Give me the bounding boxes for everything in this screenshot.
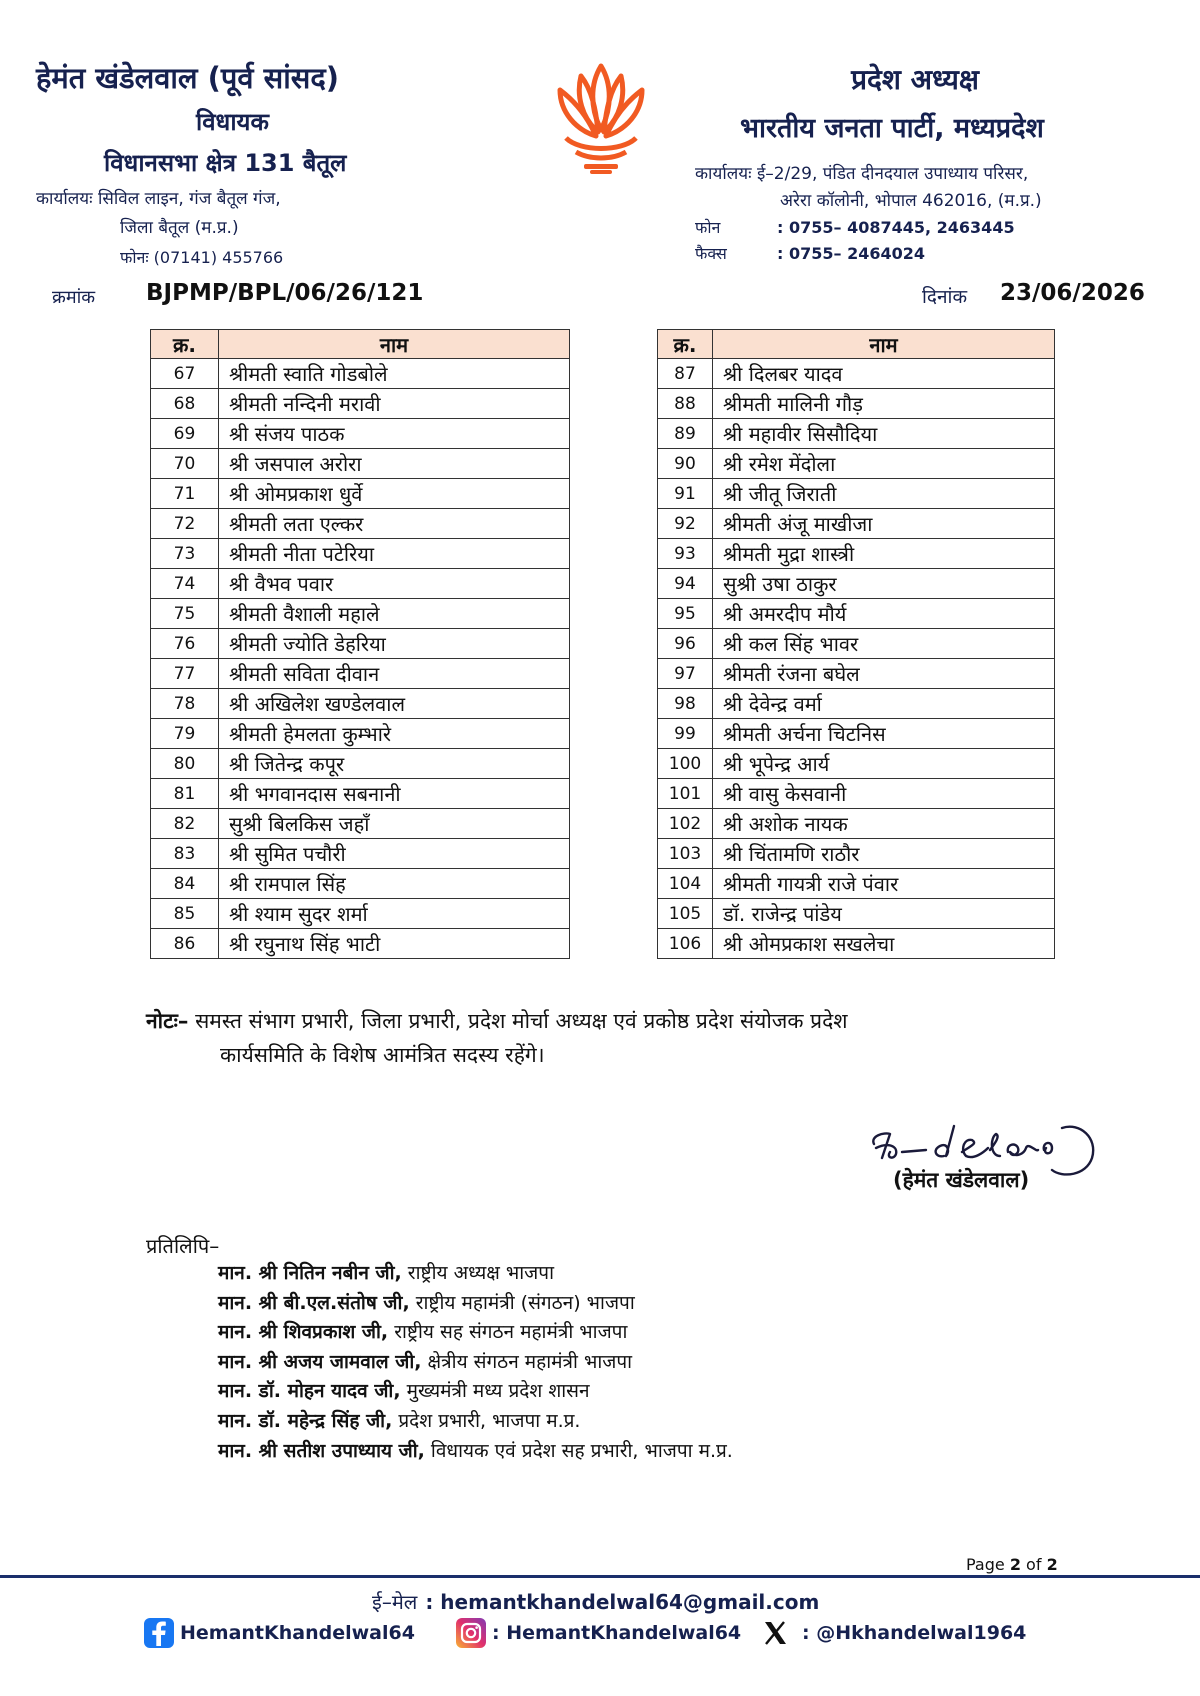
table-row	[151, 899, 570, 929]
state-office-line2: अरेरा कॉलोनी, भोपाल 462016, (म.प्र.)	[780, 191, 1042, 211]
serial-number: 84	[151, 869, 219, 899]
table-row	[658, 509, 1055, 539]
email-label: ई–मेल	[372, 1590, 418, 1614]
member-name: श्रीमती अंजू माखीजा	[713, 509, 1055, 539]
member-name: श्री भूपेन्द्र आर्य	[713, 749, 1055, 779]
table-row	[151, 809, 570, 839]
serial-number: 97	[658, 659, 713, 689]
serial-number: 69	[151, 419, 219, 449]
column-header-no: क्र.	[658, 330, 713, 359]
member-name: श्री महावीर सिसौदिया	[713, 419, 1055, 449]
table-row	[658, 809, 1055, 839]
table-row	[151, 839, 570, 869]
instagram-handle[interactable]	[456, 1618, 741, 1648]
member-table-right	[657, 329, 1055, 959]
serial-number: 85	[151, 899, 219, 929]
serial-number: 76	[151, 629, 219, 659]
serial-number: 74	[151, 569, 219, 599]
member-name: श्री सुमित पचौरी	[219, 839, 570, 869]
page-number	[966, 1555, 1058, 1574]
serial-number: 106	[658, 929, 713, 959]
member-name: श्री देवेन्द्र वर्मा	[713, 689, 1055, 719]
serial-number: 101	[658, 779, 713, 809]
serial-number: 68	[151, 389, 219, 419]
recipient-name: मान. डॉ. मोहन यादव जी,	[218, 1380, 401, 1403]
table-row	[151, 359, 570, 389]
state-office-line1: कार्यालयः ई–2/29, पंडित दीनदयाल उपाध्याय परिसर,	[695, 164, 1029, 184]
column-header-no: क्र.	[151, 330, 219, 359]
copy-to-label: प्रतिलिपि–	[146, 1234, 220, 1258]
table-row	[151, 479, 570, 509]
serial-number: 81	[151, 779, 219, 809]
note-line1: समस्त संभाग प्रभारी, जिला प्रभारी, प्रदेश मोर्चा अध्यक्ष एवं प्रकोष्ठ प्रदेश संयोजक प्रदेश	[195, 1009, 848, 1033]
instagram-icon	[456, 1618, 486, 1648]
facebook-handle[interactable]	[144, 1618, 415, 1648]
reference-label: क्रमांक	[52, 287, 96, 308]
table-row	[658, 719, 1055, 749]
recipient-name: मान. श्री शिवप्रकाश जी,	[218, 1321, 389, 1344]
member-name: श्रीमती रंजना बघेल	[713, 659, 1055, 689]
serial-number: 93	[658, 539, 713, 569]
table-row	[658, 419, 1055, 449]
table-row	[151, 659, 570, 689]
serial-number: 98	[658, 689, 713, 719]
table-row	[658, 659, 1055, 689]
member-name: श्रीमती मुद्रा शास्त्री	[713, 539, 1055, 569]
serial-number: 67	[151, 359, 219, 389]
fax-label: फैक्स	[695, 244, 727, 263]
recipient-role: प्रदेश प्रभारी, भाजपा म.प्र.	[398, 1409, 581, 1432]
recipient-role: राष्ट्रीय महामंत्री (संगठन) भाजपा	[415, 1291, 635, 1314]
member-name: श्री अमरदीप मौर्य	[713, 599, 1055, 629]
table-row	[658, 539, 1055, 569]
note-label: नोटः–	[146, 1009, 189, 1033]
table-row	[658, 899, 1055, 929]
reference-number: BJPMP/BPL/06/26/121	[146, 280, 424, 306]
serial-number: 95	[658, 599, 713, 629]
date-label: दिनांक	[922, 286, 968, 308]
footer-rule	[0, 1575, 1200, 1578]
table-row	[151, 509, 570, 539]
note-line2: कार्यसमिति के विशेष आमंत्रित सदस्य रहेंगे।	[220, 1043, 545, 1067]
member-name: श्री दिलबर यादव	[713, 359, 1055, 389]
serial-number: 77	[151, 659, 219, 689]
note	[146, 1004, 1066, 1072]
x-logo-icon	[760, 1618, 790, 1648]
member-name: श्रीमती अर्चना चिटनिस	[713, 719, 1055, 749]
member-name: श्रीमती लता एल्कर	[219, 509, 570, 539]
table-row	[151, 599, 570, 629]
serial-number: 99	[658, 719, 713, 749]
page-prefix: Page	[966, 1555, 1010, 1574]
serial-number: 73	[151, 539, 219, 569]
serial-number: 96	[658, 629, 713, 659]
member-name: श्रीमती गायत्री राजे पंवार	[713, 869, 1055, 899]
office-phone: फोनः (07141) 455766	[120, 248, 284, 267]
copy-to-item	[218, 1259, 733, 1289]
office-address-line1: कार्यालयः सिविल लाइन, गंज बैतूल गंज,	[36, 189, 281, 209]
table-row	[151, 539, 570, 569]
lotus-icon	[546, 60, 656, 178]
table-row	[658, 479, 1055, 509]
member-name: डॉ. राजेन्द्र पांडेय	[713, 899, 1055, 929]
table-row	[658, 599, 1055, 629]
member-name: श्री जीतू जिराती	[713, 479, 1055, 509]
letterhead-left	[36, 58, 466, 272]
member-name: सुश्री उषा ठाकुर	[713, 569, 1055, 599]
mla-title: विधायक	[196, 108, 269, 136]
member-name: सुश्री बिलकिस जहॉं	[219, 809, 570, 839]
serial-number: 70	[151, 449, 219, 479]
recipient-role: राष्ट्रीय अध्यक्ष भाजपा	[407, 1262, 554, 1284]
member-name: श्रीमती नीता पटेरिया	[219, 539, 570, 569]
recipient-name: मान. श्री सतीश उपाध्याय जी,	[218, 1439, 425, 1462]
copy-to-item	[218, 1318, 733, 1348]
member-name: श्री जसपाल अरोरा	[219, 449, 570, 479]
copy-to-item	[218, 1348, 733, 1378]
table-row	[151, 629, 570, 659]
member-name: श्री भगवानदास सबनानी	[219, 779, 570, 809]
member-name: श्री वासु केसवानी	[713, 779, 1055, 809]
member-name: श्रीमती हेमलता कुम्भारे	[219, 719, 570, 749]
instagram-text: : HemantKhandelwal64	[492, 1622, 742, 1644]
member-name: श्री रामपाल सिंह	[219, 869, 570, 899]
table-row	[151, 929, 570, 959]
party-name: भारतीय जनता पार्टी, मध्यप्रदेश	[740, 113, 1044, 144]
table-row	[658, 749, 1055, 779]
serial-number: 75	[151, 599, 219, 629]
recipient-name: मान. डॉ. महेन्द्र सिंह जी,	[218, 1409, 393, 1432]
serial-number: 91	[658, 479, 713, 509]
state-phone-row	[695, 215, 1170, 241]
member-name: श्री जितेन्द्र कपूर	[219, 749, 570, 779]
table-row	[151, 389, 570, 419]
member-name: श्रीमती सविता दीवान	[219, 659, 570, 689]
member-name: श्री ओमप्रकाश धुर्वे	[219, 479, 570, 509]
member-name: श्री अखिलेश खण्डेलवाल	[219, 689, 570, 719]
serial-number: 103	[658, 839, 713, 869]
column-header-name: नाम	[219, 330, 570, 359]
page-mid: of	[1020, 1555, 1047, 1574]
table-row	[151, 689, 570, 719]
table-row	[658, 929, 1055, 959]
mla-name: हेमंत खंडेलवाल (पूर्व सांसद)	[36, 61, 339, 95]
serial-number: 72	[151, 509, 219, 539]
member-name: श्रीमती नन्दिनी मरावी	[219, 389, 570, 419]
signatory-name: (हेमंत खंडेलवाल)	[893, 1168, 1030, 1192]
copy-to-list	[218, 1259, 733, 1466]
x-text: : @Hkhandelwal1964	[802, 1622, 1027, 1644]
serial-number: 100	[658, 749, 713, 779]
table-row	[658, 839, 1055, 869]
recipient-role: राष्ट्रीय सह संगठन महामंत्री भाजपा	[394, 1321, 628, 1344]
table-row	[658, 359, 1055, 389]
recipient-name: मान. श्री अजय जामवाल जी,	[218, 1350, 422, 1373]
serial-number: 80	[151, 749, 219, 779]
facebook-text: HemantKhandelwal64	[180, 1622, 415, 1644]
recipient-name: मान. श्री बी.एल.संतोष जी,	[218, 1291, 410, 1314]
recipient-role: मुख्यमंत्री मध्य प्रदेश शासन	[406, 1380, 590, 1403]
table-row	[151, 449, 570, 479]
member-name: श्रीमती वैशाली महाले	[219, 599, 570, 629]
table-row	[658, 689, 1055, 719]
member-name: श्रीमती ज्योति डेहरिया	[219, 629, 570, 659]
serial-number: 92	[658, 509, 713, 539]
table-row	[151, 569, 570, 599]
post-title: प्रदेश अध्यक्ष	[851, 63, 979, 96]
table-row	[151, 749, 570, 779]
table-row	[151, 779, 570, 809]
table-row	[151, 719, 570, 749]
member-name: श्री चिंतामणि राठौर	[713, 839, 1055, 869]
phone-label: फोन	[695, 218, 721, 237]
serial-number: 104	[658, 869, 713, 899]
member-name: श्री कल सिंह भावर	[713, 629, 1055, 659]
member-name: श्री संजय पाठक	[219, 419, 570, 449]
member-name: श्री रघुनाथ सिंह भाटी	[219, 929, 570, 959]
serial-number: 89	[658, 419, 713, 449]
phone-value: : 0755– 4087445, 2463445	[777, 218, 1015, 237]
recipient-role: क्षेत्रीय संगठन महामंत्री भाजपा	[427, 1350, 633, 1373]
copy-to-item	[218, 1437, 733, 1467]
fax-value: : 0755– 2464024	[777, 244, 925, 263]
date-value: 23/06/2026	[1000, 280, 1145, 306]
recipient-role: विधायक एवं प्रदेश सह प्रभारी, भाजपा म.प्र.	[430, 1439, 733, 1462]
member-name: श्रीमती स्वाति गोडबोले	[219, 359, 570, 389]
facebook-icon	[144, 1618, 174, 1648]
serial-number: 83	[151, 839, 219, 869]
column-header-name: नाम	[713, 330, 1055, 359]
member-name: श्री वैभव पवार	[219, 569, 570, 599]
x-handle[interactable]	[760, 1618, 1026, 1648]
member-name: श्री ओमप्रकाश सखलेचा	[713, 929, 1055, 959]
table-row	[658, 569, 1055, 599]
constituency: विधानसभा क्षेत्र 131 बैतूल	[104, 149, 347, 177]
member-name: श्री रमेश मेंदोला	[713, 449, 1055, 479]
member-name: श्री अशोक नायक	[713, 809, 1055, 839]
copy-to-item	[218, 1289, 733, 1319]
copy-to-item	[218, 1377, 733, 1407]
table-row	[658, 629, 1055, 659]
serial-number: 71	[151, 479, 219, 509]
recipient-name: मान. श्री नितिन नबीन जी,	[218, 1262, 402, 1284]
serial-number: 87	[658, 359, 713, 389]
footer-email	[372, 1588, 819, 1615]
page-current: 2	[1009, 1555, 1021, 1574]
serial-number: 78	[151, 689, 219, 719]
serial-number: 88	[658, 389, 713, 419]
serial-number: 82	[151, 809, 219, 839]
table-row	[151, 869, 570, 899]
page-total: 2	[1046, 1555, 1058, 1574]
serial-number: 90	[658, 449, 713, 479]
letterhead-right	[690, 60, 1170, 267]
email-address[interactable]: : hemantkhandelwal64@gmail.com	[425, 1590, 820, 1614]
table-row	[658, 389, 1055, 419]
serial-number: 105	[658, 899, 713, 929]
member-name: श्री श्याम सुदर शर्मा	[219, 899, 570, 929]
table-row	[658, 869, 1055, 899]
serial-number: 79	[151, 719, 219, 749]
member-table-left	[150, 329, 570, 959]
serial-number: 86	[151, 929, 219, 959]
member-name: श्रीमती मालिनी गौड़	[713, 389, 1055, 419]
table-row	[658, 779, 1055, 809]
serial-number: 102	[658, 809, 713, 839]
table-row	[151, 419, 570, 449]
state-fax-row	[695, 241, 1170, 267]
table-row	[658, 449, 1055, 479]
office-address-line2: जिला बैतूल (म.प्र.)	[120, 218, 239, 238]
serial-number: 94	[658, 569, 713, 599]
copy-to-item	[218, 1407, 733, 1437]
